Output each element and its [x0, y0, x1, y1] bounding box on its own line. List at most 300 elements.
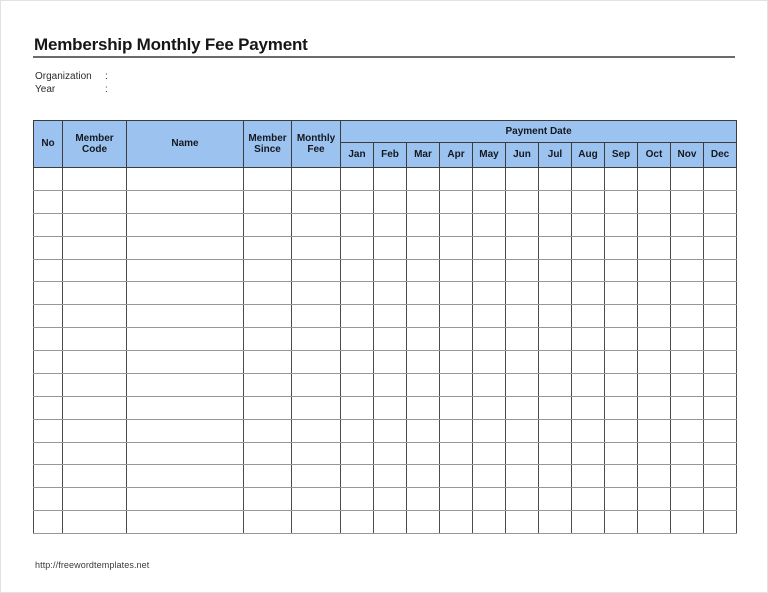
table-cell[interactable] [539, 373, 572, 396]
table-cell[interactable] [374, 190, 407, 213]
table-cell[interactable] [34, 419, 63, 442]
table-cell[interactable] [374, 236, 407, 259]
page-title: Membership Monthly Fee Payment [34, 35, 308, 54]
table-cell[interactable] [244, 305, 292, 328]
table-cell[interactable] [407, 328, 440, 351]
table-cell[interactable] [34, 511, 63, 534]
table-cell[interactable] [638, 305, 671, 328]
table-cell[interactable] [244, 259, 292, 282]
header-month-aug: Aug [572, 143, 605, 168]
table-cell[interactable] [407, 282, 440, 305]
table-cell[interactable] [572, 213, 605, 236]
table-cell[interactable] [374, 213, 407, 236]
table-cell[interactable] [63, 373, 127, 396]
table-cell[interactable] [671, 213, 704, 236]
table-cell[interactable] [292, 373, 341, 396]
table-row [34, 282, 737, 305]
table-cell[interactable] [506, 465, 539, 488]
table-cell[interactable] [572, 282, 605, 305]
header-monthly-fee: Monthly Fee [292, 121, 341, 168]
table-cell[interactable] [539, 282, 572, 305]
table-cell[interactable] [638, 511, 671, 534]
table-cell[interactable] [539, 259, 572, 282]
table-cell[interactable] [440, 213, 473, 236]
table-cell[interactable] [605, 190, 638, 213]
table-cell[interactable] [63, 396, 127, 419]
table-cell[interactable] [704, 328, 737, 351]
table-cell[interactable] [34, 259, 63, 282]
table-cell[interactable] [440, 419, 473, 442]
table-cell[interactable] [539, 213, 572, 236]
table-cell[interactable] [473, 465, 506, 488]
table-cell[interactable] [638, 236, 671, 259]
table-cell[interactable] [704, 213, 737, 236]
organization-colon: : [105, 71, 108, 82]
table-cell[interactable] [605, 168, 638, 191]
table-cell[interactable] [407, 305, 440, 328]
table-cell[interactable] [244, 328, 292, 351]
table-cell[interactable] [127, 488, 244, 511]
table-cell[interactable] [440, 396, 473, 419]
table-cell[interactable] [506, 351, 539, 374]
table-cell[interactable] [671, 396, 704, 419]
table-cell[interactable] [440, 168, 473, 191]
table-cell[interactable] [127, 168, 244, 191]
table-cell[interactable] [506, 236, 539, 259]
table-cell[interactable] [704, 282, 737, 305]
table-cell[interactable] [506, 419, 539, 442]
table-cell[interactable] [374, 488, 407, 511]
table-cell[interactable] [473, 488, 506, 511]
table-cell[interactable] [473, 351, 506, 374]
table-cell[interactable] [671, 419, 704, 442]
table-cell[interactable] [605, 465, 638, 488]
table-cell[interactable] [34, 442, 63, 465]
table-cell[interactable] [63, 328, 127, 351]
table-cell[interactable] [34, 351, 63, 374]
table-cell[interactable] [671, 511, 704, 534]
table-cell[interactable] [341, 419, 374, 442]
table-cell[interactable] [34, 282, 63, 305]
table-cell[interactable] [374, 168, 407, 191]
table-cell[interactable] [63, 465, 127, 488]
table-cell[interactable] [440, 511, 473, 534]
table-cell[interactable] [605, 488, 638, 511]
table-cell[interactable] [539, 168, 572, 191]
table-cell[interactable] [671, 442, 704, 465]
table-cell[interactable] [605, 328, 638, 351]
table-cell[interactable] [341, 190, 374, 213]
table-cell[interactable] [127, 511, 244, 534]
table-cell[interactable] [292, 190, 341, 213]
table-cell[interactable] [539, 236, 572, 259]
table-cell[interactable] [63, 190, 127, 213]
table-cell[interactable] [292, 488, 341, 511]
table-cell[interactable] [440, 236, 473, 259]
table-cell[interactable] [605, 419, 638, 442]
table-cell[interactable] [244, 511, 292, 534]
table-cell[interactable] [506, 373, 539, 396]
table-cell[interactable] [506, 282, 539, 305]
footer-url-link[interactable]: http://freewordtemplates.net [35, 560, 150, 570]
table-cell[interactable] [638, 259, 671, 282]
table-cell[interactable] [638, 373, 671, 396]
table-cell[interactable] [63, 351, 127, 374]
table-cell[interactable] [127, 236, 244, 259]
table-cell[interactable] [704, 419, 737, 442]
table-cell[interactable] [704, 511, 737, 534]
table-cell[interactable] [63, 442, 127, 465]
table-cell[interactable] [539, 305, 572, 328]
table-cell[interactable] [605, 511, 638, 534]
table-cell[interactable] [127, 373, 244, 396]
table-cell[interactable] [292, 213, 341, 236]
table-cell[interactable] [704, 236, 737, 259]
table-cell[interactable] [34, 488, 63, 511]
table-cell[interactable] [704, 168, 737, 191]
table-cell[interactable] [638, 351, 671, 374]
table-cell[interactable] [638, 213, 671, 236]
table-cell[interactable] [292, 328, 341, 351]
table-cell[interactable] [605, 282, 638, 305]
table-cell[interactable] [34, 305, 63, 328]
table-cell[interactable] [440, 373, 473, 396]
table-cell[interactable] [34, 396, 63, 419]
table-cell[interactable] [704, 465, 737, 488]
table-cell[interactable] [638, 488, 671, 511]
table-cell[interactable] [244, 282, 292, 305]
table-cell[interactable] [63, 236, 127, 259]
table-cell[interactable] [34, 465, 63, 488]
table-cell[interactable] [671, 168, 704, 191]
table-cell[interactable] [671, 190, 704, 213]
fee-table-body [34, 168, 737, 534]
table-cell[interactable] [440, 351, 473, 374]
table-cell[interactable] [244, 419, 292, 442]
table-cell[interactable] [671, 282, 704, 305]
table-cell[interactable] [572, 465, 605, 488]
table-cell[interactable] [572, 488, 605, 511]
table-cell[interactable] [704, 442, 737, 465]
table-cell[interactable] [506, 213, 539, 236]
table-cell[interactable] [341, 259, 374, 282]
table-cell[interactable] [605, 373, 638, 396]
table-cell[interactable] [704, 373, 737, 396]
table-cell[interactable] [292, 236, 341, 259]
table-cell[interactable] [638, 328, 671, 351]
table-cell[interactable] [407, 511, 440, 534]
table-cell[interactable] [63, 511, 127, 534]
table-cell[interactable] [572, 511, 605, 534]
table-row [34, 396, 737, 419]
table-cell[interactable] [605, 442, 638, 465]
table-cell[interactable] [374, 419, 407, 442]
table-cell[interactable] [704, 190, 737, 213]
table-cell[interactable] [244, 488, 292, 511]
table-cell[interactable] [440, 259, 473, 282]
table-cell[interactable] [539, 351, 572, 374]
table-cell[interactable] [127, 305, 244, 328]
table-cell[interactable] [407, 236, 440, 259]
table-cell[interactable] [506, 442, 539, 465]
table-cell[interactable] [539, 465, 572, 488]
table-cell[interactable] [292, 465, 341, 488]
table-cell[interactable] [341, 465, 374, 488]
table-cell[interactable] [473, 511, 506, 534]
table-cell[interactable] [704, 396, 737, 419]
table-cell[interactable] [506, 168, 539, 191]
table-cell[interactable] [572, 190, 605, 213]
table-cell[interactable] [671, 305, 704, 328]
organization-row [35, 70, 235, 83]
header-month-dec: Dec [704, 143, 737, 168]
table-cell[interactable] [572, 236, 605, 259]
table-cell[interactable] [638, 396, 671, 419]
table-cell[interactable] [374, 511, 407, 534]
table-cell[interactable] [473, 259, 506, 282]
table-cell[interactable] [704, 305, 737, 328]
table-row [34, 190, 737, 213]
table-cell[interactable] [374, 259, 407, 282]
table-cell[interactable] [506, 305, 539, 328]
table-cell[interactable] [671, 236, 704, 259]
table-cell[interactable] [374, 282, 407, 305]
table-cell[interactable] [374, 373, 407, 396]
table-cell[interactable] [63, 259, 127, 282]
year-colon: : [105, 84, 108, 95]
table-cell[interactable] [671, 328, 704, 351]
table-cell[interactable] [605, 259, 638, 282]
table-cell[interactable] [34, 236, 63, 259]
table-cell[interactable] [473, 419, 506, 442]
table-cell[interactable] [506, 190, 539, 213]
table-cell[interactable] [473, 305, 506, 328]
header-member-since: Member Since [244, 121, 292, 168]
table-cell[interactable] [127, 351, 244, 374]
table-cell[interactable] [292, 351, 341, 374]
table-cell[interactable] [341, 282, 374, 305]
table-cell[interactable] [34, 168, 63, 191]
table-cell[interactable] [572, 396, 605, 419]
table-cell[interactable] [127, 190, 244, 213]
table-cell[interactable] [63, 282, 127, 305]
table-cell[interactable] [506, 396, 539, 419]
header-month-sep: Sep [605, 143, 638, 168]
table-cell[interactable] [34, 213, 63, 236]
table-cell[interactable] [539, 328, 572, 351]
table-cell[interactable] [292, 305, 341, 328]
table-cell[interactable] [127, 282, 244, 305]
form-meta-block [35, 70, 235, 96]
header-month-jul: Jul [539, 143, 572, 168]
table-cell[interactable] [440, 442, 473, 465]
table-cell[interactable] [407, 373, 440, 396]
table-cell[interactable] [374, 328, 407, 351]
table-cell[interactable] [671, 488, 704, 511]
table-cell[interactable] [407, 351, 440, 374]
table-header-row-top [34, 121, 737, 143]
table-cell[interactable] [292, 282, 341, 305]
table-cell[interactable] [572, 259, 605, 282]
table-cell[interactable] [374, 351, 407, 374]
table-cell[interactable] [572, 373, 605, 396]
table-cell[interactable] [473, 442, 506, 465]
table-cell[interactable] [244, 190, 292, 213]
table-cell[interactable] [292, 442, 341, 465]
table-cell[interactable] [605, 351, 638, 374]
organization-value[interactable] [115, 70, 235, 83]
table-cell[interactable] [34, 328, 63, 351]
table-cell[interactable] [374, 396, 407, 419]
table-cell[interactable] [341, 373, 374, 396]
table-cell[interactable] [63, 168, 127, 191]
table-cell[interactable] [63, 305, 127, 328]
table-cell[interactable] [34, 373, 63, 396]
table-cell[interactable] [440, 190, 473, 213]
table-cell[interactable] [506, 259, 539, 282]
table-cell[interactable] [638, 465, 671, 488]
table-cell[interactable] [440, 328, 473, 351]
table-cell[interactable] [473, 373, 506, 396]
table-cell[interactable] [473, 396, 506, 419]
table-cell[interactable] [671, 259, 704, 282]
table-cell[interactable] [127, 396, 244, 419]
table-cell[interactable] [671, 351, 704, 374]
table-cell[interactable] [244, 373, 292, 396]
table-cell[interactable] [572, 328, 605, 351]
table-cell[interactable] [539, 511, 572, 534]
header-month-oct: Oct [638, 143, 671, 168]
table-cell[interactable] [638, 282, 671, 305]
table-cell[interactable] [572, 442, 605, 465]
table-cell[interactable] [374, 442, 407, 465]
table-cell[interactable] [407, 190, 440, 213]
table-row [34, 442, 737, 465]
table-cell[interactable] [34, 190, 63, 213]
table-cell[interactable] [506, 488, 539, 511]
table-cell[interactable] [374, 465, 407, 488]
table-cell[interactable] [407, 465, 440, 488]
year-label: Year [35, 84, 56, 95]
table-cell[interactable] [127, 328, 244, 351]
table-cell[interactable] [407, 419, 440, 442]
table-cell[interactable] [572, 351, 605, 374]
table-cell[interactable] [341, 168, 374, 191]
table-cell[interactable] [605, 396, 638, 419]
table-cell[interactable] [473, 328, 506, 351]
table-cell[interactable] [244, 351, 292, 374]
year-value[interactable] [115, 83, 235, 96]
table-cell[interactable] [638, 419, 671, 442]
table-cell[interactable] [473, 282, 506, 305]
table-cell[interactable] [244, 396, 292, 419]
table-cell[interactable] [440, 465, 473, 488]
table-cell[interactable] [63, 419, 127, 442]
table-row [34, 511, 737, 534]
table-cell[interactable] [407, 168, 440, 191]
table-cell[interactable] [341, 396, 374, 419]
table-cell[interactable] [671, 373, 704, 396]
table-cell[interactable] [341, 305, 374, 328]
table-cell[interactable] [605, 213, 638, 236]
table-cell[interactable] [341, 488, 374, 511]
table-cell[interactable] [127, 465, 244, 488]
table-cell[interactable] [244, 168, 292, 191]
table-cell[interactable] [292, 259, 341, 282]
table-cell[interactable] [292, 396, 341, 419]
table-cell[interactable] [127, 419, 244, 442]
table-cell[interactable] [704, 351, 737, 374]
table-row [34, 419, 737, 442]
table-cell[interactable] [506, 511, 539, 534]
table-cell[interactable] [292, 511, 341, 534]
table-cell[interactable] [407, 396, 440, 419]
table-cell[interactable] [440, 282, 473, 305]
header-no: No [34, 121, 63, 168]
table-cell[interactable] [407, 213, 440, 236]
table-cell[interactable] [374, 305, 407, 328]
table-cell[interactable] [473, 213, 506, 236]
table-cell[interactable] [539, 190, 572, 213]
table-cell[interactable] [63, 213, 127, 236]
table-cell[interactable] [341, 442, 374, 465]
header-month-jan: Jan [341, 143, 374, 168]
table-cell[interactable] [605, 305, 638, 328]
table-cell[interactable] [292, 168, 341, 191]
table-cell[interactable] [341, 351, 374, 374]
header-payment-date-group: Payment Date [341, 121, 737, 143]
table-cell[interactable] [473, 236, 506, 259]
table-cell[interactable] [638, 442, 671, 465]
table-cell[interactable] [127, 259, 244, 282]
table-cell[interactable] [407, 259, 440, 282]
table-cell[interactable] [671, 465, 704, 488]
table-cell[interactable] [704, 259, 737, 282]
table-cell[interactable] [440, 488, 473, 511]
table-cell[interactable] [704, 488, 737, 511]
table-cell[interactable] [341, 328, 374, 351]
table-cell[interactable] [572, 305, 605, 328]
table-cell[interactable] [440, 305, 473, 328]
table-cell[interactable] [572, 168, 605, 191]
table-cell[interactable] [506, 328, 539, 351]
table-cell[interactable] [539, 488, 572, 511]
table-cell[interactable] [244, 213, 292, 236]
table-cell[interactable] [63, 488, 127, 511]
table-cell[interactable] [341, 236, 374, 259]
table-cell[interactable] [244, 442, 292, 465]
table-cell[interactable] [407, 442, 440, 465]
table-cell[interactable] [638, 168, 671, 191]
table-cell[interactable] [127, 442, 244, 465]
table-cell[interactable] [473, 168, 506, 191]
table-cell[interactable] [638, 190, 671, 213]
table-cell[interactable] [473, 190, 506, 213]
table-cell[interactable] [341, 213, 374, 236]
table-cell[interactable] [127, 213, 244, 236]
table-cell[interactable] [292, 419, 341, 442]
table-cell[interactable] [539, 419, 572, 442]
table-cell[interactable] [341, 511, 374, 534]
table-cell[interactable] [572, 419, 605, 442]
table-cell[interactable] [539, 396, 572, 419]
table-cell[interactable] [244, 465, 292, 488]
table-cell[interactable] [605, 236, 638, 259]
table-cell[interactable] [539, 442, 572, 465]
table-cell[interactable] [407, 488, 440, 511]
table-cell[interactable] [244, 236, 292, 259]
header-month-may: May [473, 143, 506, 168]
